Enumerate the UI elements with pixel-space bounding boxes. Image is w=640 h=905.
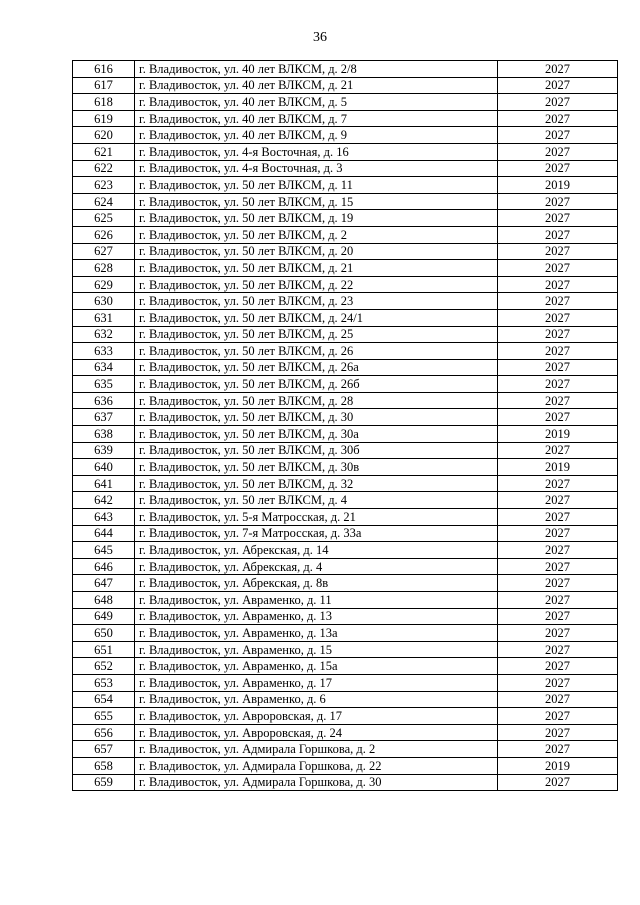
row-number-cell: 628 <box>73 260 135 277</box>
table-row <box>73 509 618 526</box>
address-cell: г. Владивосток, ул. 50 лет ВЛКСМ, д. 21 <box>135 260 498 277</box>
address-cell: г. Владивосток, ул. 40 лет ВЛКСМ, д. 21 <box>135 77 498 94</box>
row-number-cell: 631 <box>73 309 135 326</box>
year-cell: 2027 <box>498 127 618 144</box>
address-cell: г. Владивосток, ул. Авраменко, д. 15 <box>135 641 498 658</box>
table-row <box>73 276 618 293</box>
row-number-cell: 635 <box>73 376 135 393</box>
year-cell: 2027 <box>498 77 618 94</box>
row-number-cell: 658 <box>73 757 135 774</box>
row-number-cell: 644 <box>73 525 135 542</box>
table-row <box>73 376 618 393</box>
table-row <box>73 260 618 277</box>
table-row <box>73 575 618 592</box>
table-row <box>73 525 618 542</box>
address-cell: г. Владивосток, ул. 50 лет ВЛКСМ, д. 15 <box>135 193 498 210</box>
row-number-cell: 633 <box>73 343 135 360</box>
address-cell: г. Владивосток, ул. Абрекская, д. 8в <box>135 575 498 592</box>
year-cell: 2027 <box>498 442 618 459</box>
year-cell: 2027 <box>498 243 618 260</box>
year-cell: 2027 <box>498 193 618 210</box>
address-cell: г. Владивосток, ул. 7-я Матросская, д. 33а <box>135 525 498 542</box>
table-row <box>73 542 618 559</box>
year-cell: 2027 <box>498 641 618 658</box>
row-number-cell: 626 <box>73 226 135 243</box>
row-number-cell: 650 <box>73 625 135 642</box>
address-cell: г. Владивосток, ул. 50 лет ВЛКСМ, д. 30б <box>135 442 498 459</box>
address-cell: г. Владивосток, ул. Авраменко, д. 6 <box>135 691 498 708</box>
table-row <box>73 592 618 609</box>
row-number-cell: 656 <box>73 724 135 741</box>
table-row <box>73 210 618 227</box>
address-cell: г. Владивосток, ул. 40 лет ВЛКСМ, д. 7 <box>135 110 498 127</box>
row-number-cell: 629 <box>73 276 135 293</box>
year-cell: 2027 <box>498 542 618 559</box>
year-cell: 2027 <box>498 608 618 625</box>
address-cell: г. Владивосток, ул. 50 лет ВЛКСМ, д. 26б <box>135 376 498 393</box>
year-cell: 2027 <box>498 226 618 243</box>
address-cell: г. Владивосток, ул. Авраменко, д. 15а <box>135 658 498 675</box>
table-row <box>73 343 618 360</box>
year-cell: 2027 <box>498 658 618 675</box>
year-cell: 2027 <box>498 94 618 111</box>
table-row <box>73 558 618 575</box>
table-row <box>73 193 618 210</box>
table-row <box>73 757 618 774</box>
row-number-cell: 653 <box>73 674 135 691</box>
row-number-cell: 627 <box>73 243 135 260</box>
table-row <box>73 143 618 160</box>
year-cell: 2027 <box>498 276 618 293</box>
year-cell: 2027 <box>498 293 618 310</box>
row-number-cell: 647 <box>73 575 135 592</box>
table-row <box>73 475 618 492</box>
address-cell: г. Владивосток, ул. Авраменко, д. 13 <box>135 608 498 625</box>
address-cell: г. Владивосток, ул. 50 лет ВЛКСМ, д. 22 <box>135 276 498 293</box>
year-cell: 2019 <box>498 177 618 194</box>
table-row <box>73 359 618 376</box>
table-row <box>73 177 618 194</box>
row-number-cell: 618 <box>73 94 135 111</box>
row-number-cell: 625 <box>73 210 135 227</box>
table-row <box>73 94 618 111</box>
row-number-cell: 646 <box>73 558 135 575</box>
year-cell: 2019 <box>498 426 618 443</box>
row-number-cell: 640 <box>73 459 135 476</box>
address-cell: г. Владивосток, ул. 50 лет ВЛКСМ, д. 30в <box>135 459 498 476</box>
row-number-cell: 624 <box>73 193 135 210</box>
address-cell: г. Владивосток, ул. 4-я Восточная, д. 16 <box>135 143 498 160</box>
address-cell: г. Владивосток, ул. 40 лет ВЛКСМ, д. 9 <box>135 127 498 144</box>
year-cell: 2027 <box>498 592 618 609</box>
table-row <box>73 708 618 725</box>
table-row <box>73 326 618 343</box>
address-cell: г. Владивосток, ул. 50 лет ВЛКСМ, д. 30 <box>135 409 498 426</box>
address-cell: г. Владивосток, ул. 50 лет ВЛКСМ, д. 19 <box>135 210 498 227</box>
row-number-cell: 637 <box>73 409 135 426</box>
table-row <box>73 459 618 476</box>
row-number-cell: 638 <box>73 426 135 443</box>
year-cell: 2027 <box>498 741 618 758</box>
table-row <box>73 293 618 310</box>
table-row <box>73 127 618 144</box>
row-number-cell: 645 <box>73 542 135 559</box>
year-cell: 2027 <box>498 708 618 725</box>
row-number-cell: 657 <box>73 741 135 758</box>
row-number-cell: 651 <box>73 641 135 658</box>
year-cell: 2027 <box>498 774 618 791</box>
table-row <box>73 691 618 708</box>
row-number-cell: 632 <box>73 326 135 343</box>
row-number-cell: 636 <box>73 392 135 409</box>
address-cell: г. Владивосток, ул. Абрекская, д. 4 <box>135 558 498 575</box>
address-cell: г. Владивосток, ул. Адмирала Горшкова, д. 2 <box>135 741 498 758</box>
year-cell: 2027 <box>498 210 618 227</box>
year-cell: 2027 <box>498 525 618 542</box>
row-number-cell: 630 <box>73 293 135 310</box>
table-row <box>73 625 618 642</box>
year-cell: 2027 <box>498 309 618 326</box>
row-number-cell: 617 <box>73 77 135 94</box>
year-cell: 2027 <box>498 625 618 642</box>
year-cell: 2027 <box>498 492 618 509</box>
row-number-cell: 652 <box>73 658 135 675</box>
address-cell: г. Владивосток, ул. 50 лет ВЛКСМ, д. 26 <box>135 343 498 360</box>
address-cell: г. Владивосток, ул. 4-я Восточная, д. 3 <box>135 160 498 177</box>
row-number-cell: 623 <box>73 177 135 194</box>
year-cell: 2027 <box>498 343 618 360</box>
row-number-cell: 642 <box>73 492 135 509</box>
address-cell: г. Владивосток, ул. Адмирала Горшкова, д. 30 <box>135 774 498 791</box>
row-number-cell: 654 <box>73 691 135 708</box>
table-row <box>73 741 618 758</box>
address-cell: г. Владивосток, ул. 50 лет ВЛКСМ, д. 20 <box>135 243 498 260</box>
year-cell: 2027 <box>498 160 618 177</box>
table-row <box>73 641 618 658</box>
address-table <box>72 60 618 791</box>
address-cell: г. Владивосток, ул. Авраменко, д. 13а <box>135 625 498 642</box>
page-number: 36 <box>313 30 327 45</box>
year-cell: 2027 <box>498 575 618 592</box>
table-row <box>73 442 618 459</box>
table-row <box>73 608 618 625</box>
year-cell: 2027 <box>498 260 618 277</box>
address-cell: г. Владивосток, ул. Авроровская, д. 17 <box>135 708 498 725</box>
address-cell: г. Владивосток, ул. 50 лет ВЛКСМ, д. 2 <box>135 226 498 243</box>
year-cell: 2027 <box>498 724 618 741</box>
row-number-cell: 649 <box>73 608 135 625</box>
address-cell: г. Владивосток, ул. Авраменко, д. 17 <box>135 674 498 691</box>
address-cell: г. Владивосток, ул. Адмирала Горшкова, д. 22 <box>135 757 498 774</box>
row-number-cell: 619 <box>73 110 135 127</box>
year-cell: 2027 <box>498 475 618 492</box>
table-row <box>73 61 618 78</box>
address-cell: г. Владивосток, ул. Авраменко, д. 11 <box>135 592 498 609</box>
row-number-cell: 659 <box>73 774 135 791</box>
address-cell: г. Владивосток, ул. 50 лет ВЛКСМ, д. 25 <box>135 326 498 343</box>
table-row <box>73 160 618 177</box>
address-cell: г. Владивосток, ул. 5-я Матросская, д. 21 <box>135 509 498 526</box>
year-cell: 2027 <box>498 674 618 691</box>
row-number-cell: 634 <box>73 359 135 376</box>
address-cell: г. Владивосток, ул. 50 лет ВЛКСМ, д. 24/1 <box>135 309 498 326</box>
table-row <box>73 409 618 426</box>
year-cell: 2027 <box>498 409 618 426</box>
table-body <box>73 61 618 791</box>
table-row <box>73 110 618 127</box>
row-number-cell: 620 <box>73 127 135 144</box>
year-cell: 2027 <box>498 359 618 376</box>
row-number-cell: 639 <box>73 442 135 459</box>
table-row <box>73 674 618 691</box>
year-cell: 2027 <box>498 326 618 343</box>
address-cell: г. Владивосток, ул. 50 лет ВЛКСМ, д. 26а <box>135 359 498 376</box>
address-cell: г. Владивосток, ул. 50 лет ВЛКСМ, д. 30а <box>135 426 498 443</box>
year-cell: 2027 <box>498 558 618 575</box>
row-number-cell: 616 <box>73 61 135 78</box>
address-cell: г. Владивосток, ул. 40 лет ВЛКСМ, д. 5 <box>135 94 498 111</box>
address-cell: г. Владивосток, ул. 40 лет ВЛКСМ, д. 2/8 <box>135 61 498 78</box>
address-cell: г. Владивосток, ул. 50 лет ВЛКСМ, д. 28 <box>135 392 498 409</box>
table-row <box>73 392 618 409</box>
table-row <box>73 309 618 326</box>
address-cell: г. Владивосток, ул. Абрекская, д. 14 <box>135 542 498 559</box>
address-cell: г. Владивосток, ул. 50 лет ВЛКСМ, д. 32 <box>135 475 498 492</box>
table-row <box>73 226 618 243</box>
year-cell: 2027 <box>498 691 618 708</box>
table-row <box>73 658 618 675</box>
table-row <box>73 243 618 260</box>
year-cell: 2027 <box>498 509 618 526</box>
row-number-cell: 641 <box>73 475 135 492</box>
row-number-cell: 622 <box>73 160 135 177</box>
address-cell: г. Владивосток, ул. 50 лет ВЛКСМ, д. 11 <box>135 177 498 194</box>
address-cell: г. Владивосток, ул. 50 лет ВЛКСМ, д. 4 <box>135 492 498 509</box>
year-cell: 2019 <box>498 757 618 774</box>
address-cell: г. Владивосток, ул. Авроровская, д. 24 <box>135 724 498 741</box>
year-cell: 2027 <box>498 61 618 78</box>
row-number-cell: 621 <box>73 143 135 160</box>
row-number-cell: 643 <box>73 509 135 526</box>
year-cell: 2027 <box>498 143 618 160</box>
year-cell: 2027 <box>498 376 618 393</box>
table-row <box>73 492 618 509</box>
table-row <box>73 426 618 443</box>
year-cell: 2019 <box>498 459 618 476</box>
year-cell: 2027 <box>498 110 618 127</box>
row-number-cell: 648 <box>73 592 135 609</box>
row-number-cell: 655 <box>73 708 135 725</box>
address-cell: г. Владивосток, ул. 50 лет ВЛКСМ, д. 23 <box>135 293 498 310</box>
year-cell: 2027 <box>498 392 618 409</box>
table-row <box>73 724 618 741</box>
table-row <box>73 774 618 791</box>
table-row <box>73 77 618 94</box>
